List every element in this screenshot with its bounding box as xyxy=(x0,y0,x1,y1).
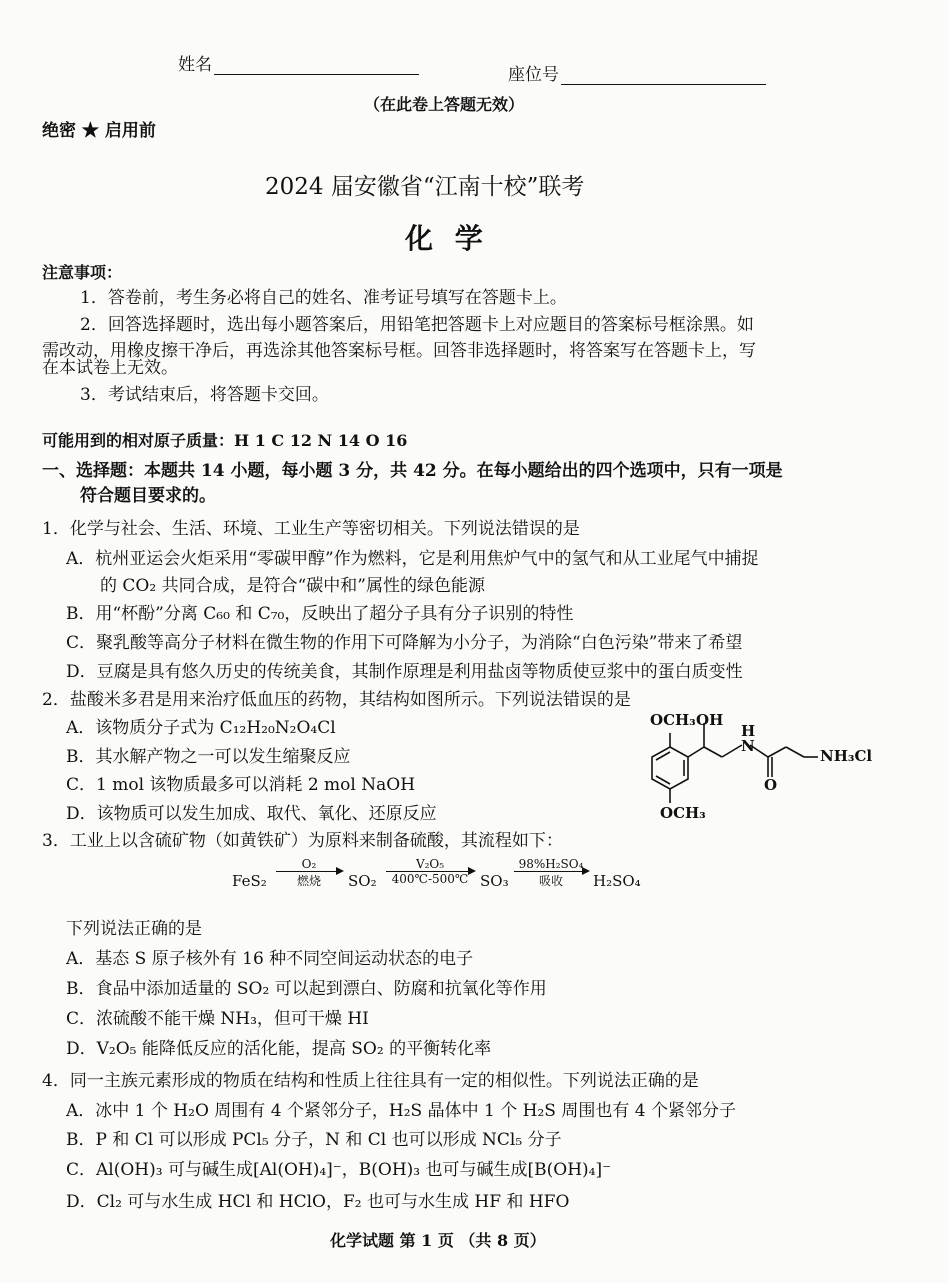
invalid-note: （在此卷上答题无效） xyxy=(364,95,525,114)
struct-nh3cl: NH₃Cl xyxy=(820,747,873,765)
page-footer: 化学试题 第 1 页 （共 8 页） xyxy=(330,1231,546,1250)
q1-option-c: C．聚乳酸等高分子材料在微生物的作用下可降解为小分子，为消除“白色污染”带来了希望 xyxy=(66,633,743,653)
q1-option-a-line1: A．杭州亚运会火炬采用“零碳甲醇”作为燃料，它是利用焦炉气中的氢气和从工业尾气中捕捉 xyxy=(66,549,759,569)
q1-option-b: B．用“杯酚”分离 C₆₀ 和 C₇₀，反映出了超分子具有分子识别的特性 xyxy=(66,604,574,624)
struct-n: N xyxy=(741,737,755,755)
q4-option-a: A．冰中 1 个 H₂O 周围有 4 个紧邻分子，H₂S 晶体中 1 个 H₂S 周围也有 4 个紧邻分子 xyxy=(66,1101,736,1121)
flow-step1-bottom: 燃烧 xyxy=(296,874,321,888)
q4-option-d: D．Cl₂ 可与水生成 HCl 和 HClO，F₂ 也可与水生成 HF 和 HFO xyxy=(66,1192,570,1212)
q2-option-b: B．其水解产物之一可以发生缩聚反应 xyxy=(66,747,351,767)
q3-option-d: D．V₂O₅ 能降低反应的活化能，提高 SO₂ 的平衡转化率 xyxy=(66,1039,492,1059)
section1-line1: 一、选择题：本题共 14 小题，每小题 3 分，共 42 分。在每小题给出的四个选项中，只有一项是 xyxy=(42,461,783,481)
flow-so2: SO₂ xyxy=(348,872,377,890)
struct-oh: OH xyxy=(696,711,724,729)
subject-title: 化 学 xyxy=(405,222,489,255)
flow-arrow-1 xyxy=(276,857,342,889)
notice-item-2-line-2: 需改动，用橡皮擦干净后，再选涂其他答案标号框。回答非选择题时，将答案写在答题卡上，写 xyxy=(42,341,756,361)
q2-option-d: D．该物质可以发生加成、取代、氧化、还原反应 xyxy=(66,804,437,824)
q4-option-c: C．Al(OH)₃ 可与碱生成[Al(OH)₄]⁻，B(OH)₃ 也可与碱生成[B(OH)₄]⁻ xyxy=(66,1160,612,1180)
benzene-ring xyxy=(652,747,688,789)
struct-och3-top: OCH₃ xyxy=(650,711,696,729)
flow-h2so4: H₂SO₄ xyxy=(593,872,641,890)
flow-fes2: FeS₂ xyxy=(232,872,267,890)
struct-och3-bottom: OCH₃ xyxy=(660,804,706,822)
q4-stem: 4．同一主族元素形成的物质在结构和性质上往往具有一定的相似性。下列说法正确的是 xyxy=(42,1071,699,1091)
q2-option-c: C．1 mol 该物质最多可以消耗 2 mol NaOH xyxy=(66,775,416,795)
notice-item-1: 1．答卷前，考生务必将自己的姓名、准考证号填写在答题卡上。 xyxy=(80,288,567,308)
q3-stem: 3．工业上以含硫矿物（如黄铁矿）为原料来制备硫酸，其流程如下： xyxy=(42,831,563,851)
name-field[interactable] xyxy=(178,50,419,75)
notice-item-3: 3．考试结束后，将答题卡交回。 xyxy=(80,385,329,405)
flow-step1-top: O₂ xyxy=(301,857,317,871)
q3-option-b: B．食品中添加适量的 SO₂ 可以起到漂白、防腐和抗氧化等作用 xyxy=(66,979,547,999)
q2-stem: 2．盐酸米多君是用来治疗低血压的药物，其结构如图所示。下列说法错误的是 xyxy=(42,690,631,710)
q1-option-a-line2: 的 CO₂ 共同合成，是符合“碳中和”属性的绿色能源 xyxy=(100,576,485,596)
flow-step2-bottom: 400℃-500℃ xyxy=(391,872,469,886)
flow-arrow-3-line xyxy=(514,871,588,872)
flow-step3-bottom: 吸收 xyxy=(538,874,563,888)
q3-option-c: C．浓硫酸不能干燥 NH₃，但可干燥 HI xyxy=(66,1009,369,1029)
seat-blank[interactable] xyxy=(561,70,766,85)
q3-option-a: A．基态 S 原子核外有 16 种不同空间运动状态的电子 xyxy=(66,949,474,969)
struct-h: H xyxy=(741,722,756,740)
q2-option-a: A．该物质分子式为 C₁₂H₂₀N₂O₄Cl xyxy=(66,718,336,738)
flow-arrow-2 xyxy=(386,857,474,886)
flow-step2-top: V₂O₅ xyxy=(415,857,445,871)
q4-option-b: B．P 和 Cl 可以形成 PCl₅ 分子，N 和 Cl 也可以形成 NCl₅ 分子 xyxy=(66,1130,562,1150)
seat-label: 座位号 xyxy=(508,65,559,85)
flow-arrow-1-line xyxy=(276,871,342,872)
atomic-masses: 可能用到的相对原子质量：H 1 C 12 N 14 O 16 xyxy=(42,431,408,450)
notice-item-2-line-3: 在本试卷上无效。 xyxy=(42,358,178,378)
notice-item-2-line-1: 2．回答选择题时，选出每小题答案后，用铅笔把答题卡上对应题目的答案标号框涂黑。如 xyxy=(80,315,754,335)
q1-stem: 1．化学与社会、生活、环境、工业生产等密切相关。下列说法错误的是 xyxy=(42,519,580,539)
q1-option-d: D．豆腐是具有悠久历史的传统美食，其制作原理是利用盐卤等物质使豆浆中的蛋白质变性 xyxy=(66,662,743,682)
flow-step3-top: 98%H₂SO₄ xyxy=(518,857,584,871)
name-blank[interactable] xyxy=(214,52,419,75)
q3-prompt: 下列说法正确的是 xyxy=(66,919,202,939)
flow-so3: SO₃ xyxy=(480,872,509,890)
notice-heading: 注意事项： xyxy=(42,263,123,282)
exam-title: 2024 届安徽省“江南十校”联考 xyxy=(265,174,585,200)
secret-label: 绝密 ★ 启用前 xyxy=(42,121,156,141)
name-label: 姓名 xyxy=(178,55,212,75)
section1-line2: 符合题目要求的。 xyxy=(80,486,216,506)
struct-o: O xyxy=(764,776,778,794)
seat-field[interactable] xyxy=(508,60,766,85)
flow-arrow-3 xyxy=(514,857,588,889)
flow-arrow-2-line xyxy=(386,871,474,872)
